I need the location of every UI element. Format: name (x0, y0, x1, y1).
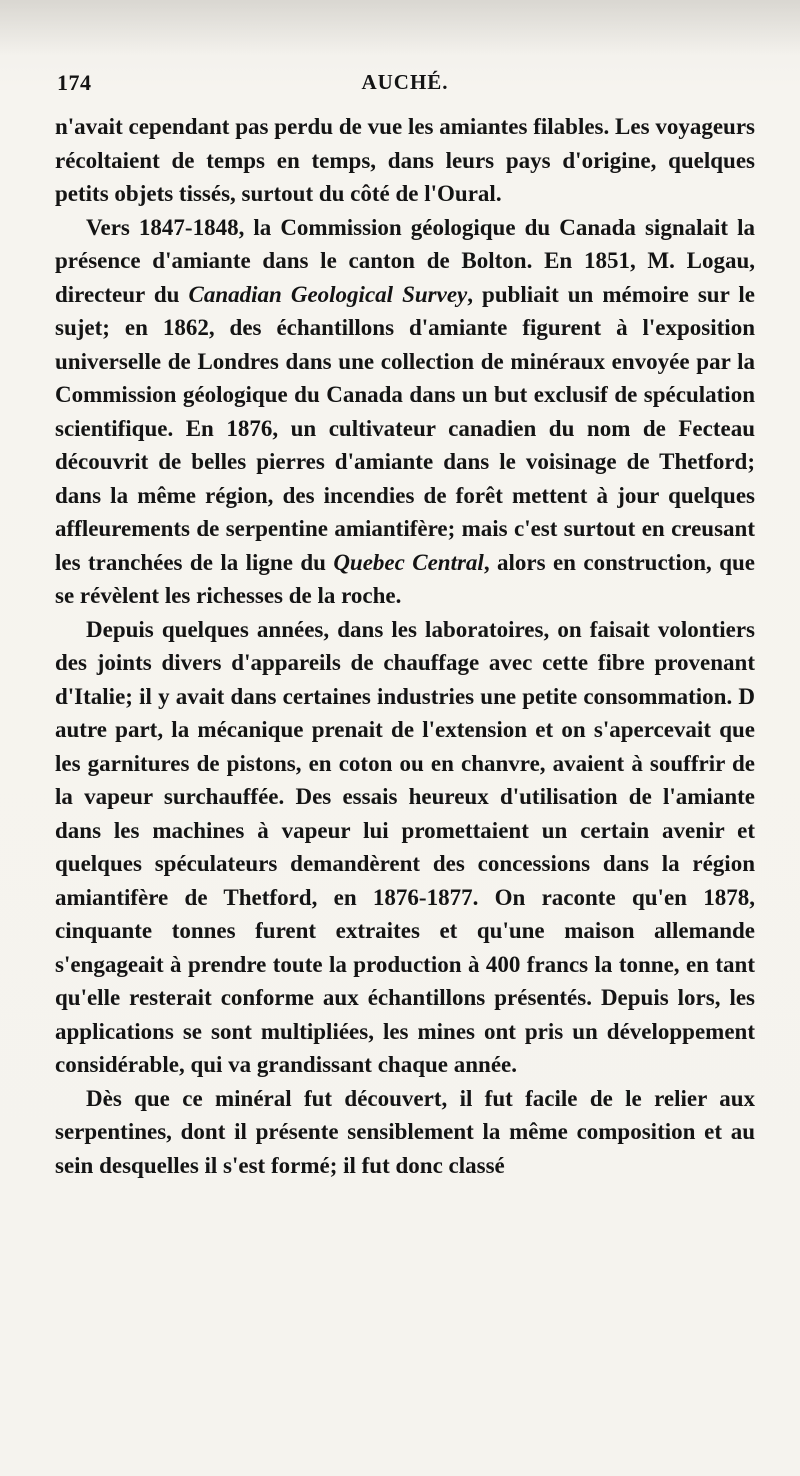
paragraph (55, 613, 755, 1082)
text-segment: Depuis quelques années, dans les laboratoires, on faisait volontiers des joints divers d'appareils de chauffage avec cette fibre provenant d'Italie; il y avait dans certaines industries une petite consommation. D autre part, la mécanique prenait de l'extension et on s'apercevait que les garnitures de pistons, en coton ou en chanvre, avaient à souffrir de la vapeur surchauffée. Des essais heureux d'utilisation de l'amiante dans les machines à vapeur lui promettaient un certain avenir et quelques spéculateurs demandèrent des concessions dans la région amiantifère de Thetford, en 1876-1877. On raconte qu'en 1878, cinquante tonnes furent extraites et qu'une maison allemande s'engageait à prendre toute la production à 400 francs la tonne, en tant qu'elle resterait conforme aux échantillons présentés. Depuis lors, les applications se sont multipliées, les mines ont pris un développement considérable, qui va grandissant chaque année. (55, 616, 755, 1077)
text-segment: n'avait cependant pas perdu de vue les amiantes filables. Les voyageurs récoltaient de temps en temps, dans leurs pays d'origine, quelques petits objets tissés, surtout du côté de l'Oural. (55, 114, 755, 206)
italic-title: Canadian Geological Survey (188, 281, 468, 307)
running-head (55, 70, 755, 100)
running-title: AUCHÉ. (361, 70, 449, 94)
paragraph (55, 211, 755, 613)
text-segment: Dès que ce minéral fut découvert, il fut facile de le relier aux serpentines, dont il présente sensiblement la même composition et au sein desquelles il s'est formé; il fut donc classé (55, 1085, 755, 1178)
body-text (55, 110, 755, 1182)
text-segment: Vers 1847-1848, la Commission géologique du Canada signalait la présence d'amiante dans le canton de Bolton. En 1851, M. Logau, directeur du (55, 214, 755, 307)
paragraph (55, 1082, 755, 1183)
text-segment: , alors en construction, que se révèlent les richesses de la roche. (55, 549, 755, 608)
page-number: 174 (57, 70, 92, 95)
text-segment: , publiait un mémoire sur le sujet; en 1862, des échantillons d'amiante figurent à l'exposition universelle de Londres dans une collection de minéraux envoyée par la Commission géologique du Canada dans un but exclusif de spéculation scientifique. En 1876, un cultivateur canadien du nom de Fecteau découvrit de belles pierres d'amiante dans le voisinage de Thetford; dans la même région, des incendies de forêt mettent à jour quelques affleurements de serpentine amiantifère; mais c'est surtout en creusant les tranchées de la ligne du (55, 281, 756, 575)
page-top-shadow (0, 0, 800, 55)
italic-title: Quebec Central (333, 549, 484, 575)
paragraph (55, 110, 755, 211)
